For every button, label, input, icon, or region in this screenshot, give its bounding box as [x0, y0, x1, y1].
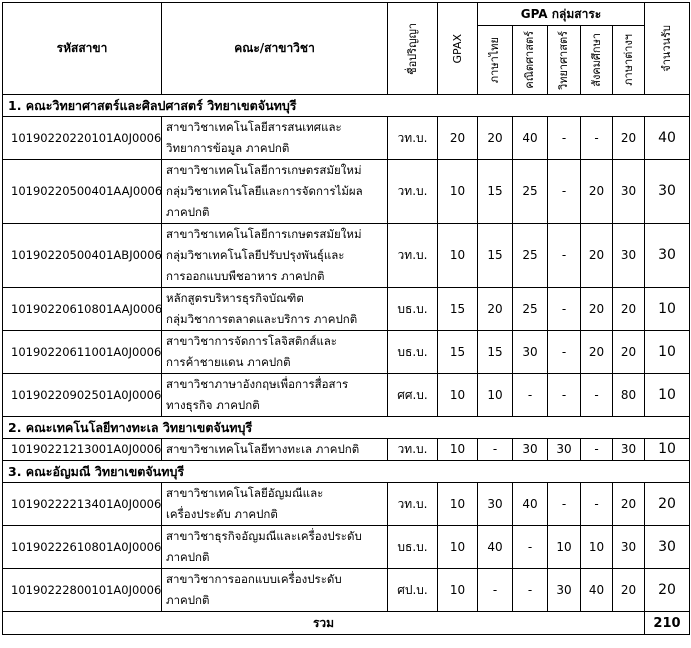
score-math: - [513, 374, 548, 417]
header-degree: ชื่อปริญญา [405, 22, 419, 75]
program-name-line: ภาคปกติ [166, 205, 210, 219]
header-degree-cell [388, 3, 438, 95]
table-row [3, 483, 690, 526]
degree: วท.บ. [388, 224, 438, 288]
score-foreign: 30 [613, 526, 645, 569]
score-gpax: 10 [438, 483, 478, 526]
score-math: 30 [513, 439, 548, 461]
score-thai: 30 [478, 483, 513, 526]
program-name-line: เครื่องประดับ ภาคปกติ [166, 507, 278, 521]
program-code: 10190222213401A0J0006 [3, 483, 162, 526]
score-science: - [548, 117, 581, 160]
score-gpax: 10 [438, 569, 478, 612]
score-social: 10 [581, 526, 613, 569]
score-foreign: 20 [613, 483, 645, 526]
table-row [3, 288, 690, 331]
score-science: - [548, 160, 581, 224]
score-social: - [581, 117, 613, 160]
quota: 30 [645, 224, 690, 288]
program-name-line: ภาคปกติ [166, 593, 210, 607]
header-gpa-group: GPA กลุ่มสาระ [478, 3, 645, 26]
table-row [3, 117, 690, 160]
score-math: 25 [513, 288, 548, 331]
program-name-line: กลุ่มวิชาเทคโนโลยีและการจัดการไม้ผล [166, 184, 363, 198]
header-faculty-program: คณะ/สาขาวิชา [162, 3, 388, 95]
degree: บธ.บ. [388, 331, 438, 374]
total-value: 210 [645, 612, 690, 635]
program-name [162, 224, 388, 288]
program-name-line: สาขาวิชาการออกแบบเครื่องประดับ [166, 572, 342, 586]
score-science: - [548, 288, 581, 331]
score-science: - [548, 331, 581, 374]
table-row [3, 439, 690, 461]
score-foreign: 30 [613, 224, 645, 288]
program-name [162, 526, 388, 569]
score-social: - [581, 483, 613, 526]
header-quota: จำนวนรับ [660, 25, 673, 72]
score-math: 30 [513, 331, 548, 374]
score-science: 10 [548, 526, 581, 569]
score-thai: 40 [478, 526, 513, 569]
program-code: 10190220611001A0J0006 [3, 331, 162, 374]
program-name-line: สาขาวิชาภาษาอังกฤษเพื่อการสื่อสาร [166, 377, 349, 391]
header-foreign-cell [613, 26, 645, 95]
header-science: วิทยาศาสตร์ [557, 30, 570, 90]
program-name [162, 331, 388, 374]
program-name-line: กลุ่มวิชาการตลาดและบริการ ภาคปกติ [166, 312, 358, 326]
program-code: 10190220902501A0J0006 [3, 374, 162, 417]
program-name-line: วิทยาการข้อมูล ภาคปกติ [166, 141, 290, 155]
program-name [162, 569, 388, 612]
score-thai: 15 [478, 160, 513, 224]
program-name-line: การค้าชายแดน ภาคปกติ [166, 355, 291, 369]
quota: 20 [645, 483, 690, 526]
program-name [162, 439, 388, 461]
degree: บธ.บ. [388, 526, 438, 569]
score-social: - [581, 374, 613, 417]
quota: 40 [645, 117, 690, 160]
program-name-line: การออกแบบพืชอาหาร ภาคปกติ [166, 269, 325, 283]
score-thai: - [478, 569, 513, 612]
quota: 10 [645, 331, 690, 374]
score-foreign: 80 [613, 374, 645, 417]
score-gpax: 20 [438, 117, 478, 160]
score-math: 40 [513, 117, 548, 160]
admission-table [2, 2, 690, 635]
score-science: 30 [548, 569, 581, 612]
quota: 20 [645, 569, 690, 612]
program-name-line: สาขาวิชาเทคโนโลยีการเกษตรสมัยใหม่ [166, 163, 362, 177]
program-name-line: สาขาวิชาเทคโนโลยีอัญมณีและ [166, 486, 324, 500]
score-thai: 15 [478, 331, 513, 374]
program-name-line: ทางธุรกิจ ภาคปกติ [166, 398, 260, 412]
degree: ศป.บ. [388, 569, 438, 612]
program-code: 10190221213001A0J0006 [3, 439, 162, 461]
program-name-line: ภาคปกติ [166, 550, 210, 564]
score-foreign: 20 [613, 288, 645, 331]
header-code: รหัสสาขา [3, 3, 162, 95]
program-name-line: สาขาวิชาเทคโนโลยีการเกษตรสมัยใหม่ [166, 227, 362, 241]
score-gpax: 10 [438, 160, 478, 224]
program-name-line: สาขาวิชาธุรกิจอัญมณีและเครื่องประดับ [166, 529, 362, 543]
program-name [162, 160, 388, 224]
table-row [3, 526, 690, 569]
quota: 30 [645, 526, 690, 569]
score-thai: - [478, 439, 513, 461]
score-social: - [581, 439, 613, 461]
header-math: คณิตศาสตร์ [523, 31, 536, 89]
score-math: 25 [513, 224, 548, 288]
score-foreign: 30 [613, 439, 645, 461]
degree: วท.บ. [388, 160, 438, 224]
quota: 10 [645, 374, 690, 417]
score-foreign: 20 [613, 569, 645, 612]
quota: 10 [645, 288, 690, 331]
score-thai: 20 [478, 117, 513, 160]
program-name-line: หลักสูตรบริหารธุรกิจบัณฑิต [166, 291, 304, 305]
section-title: 3. คณะอัญมณี วิทยาเขตจันทบุรี [3, 461, 690, 483]
score-gpax: 10 [438, 526, 478, 569]
score-thai: 15 [478, 224, 513, 288]
program-code: 10190220500401AAJ0006 [3, 160, 162, 224]
header-thai: ภาษาไทย [488, 36, 501, 84]
score-science: 30 [548, 439, 581, 461]
score-gpax: 15 [438, 331, 478, 374]
section-row [3, 461, 690, 483]
section-title: 2. คณะเทคโนโลยีทางทะเล วิทยาเขตจันทบุรี [3, 417, 690, 439]
program-name-line: สาขาวิชาเทคโนโลยีทางทะเล ภาคปกติ [166, 442, 360, 456]
score-math: 40 [513, 483, 548, 526]
program-name-line: สาขาวิชาการจัดการโลจิสติกส์และ [166, 334, 337, 348]
degree: วท.บ. [388, 483, 438, 526]
score-gpax: 15 [438, 288, 478, 331]
score-science: - [548, 483, 581, 526]
score-math: 25 [513, 160, 548, 224]
program-code: 10190222800101A0J0006 [3, 569, 162, 612]
header-foreign: ภาษาต่างฯ [621, 34, 635, 86]
table-row [3, 569, 690, 612]
score-gpax: 10 [438, 374, 478, 417]
section-row [3, 95, 690, 117]
header-gpax: GPAX [450, 33, 464, 64]
score-foreign: 20 [613, 331, 645, 374]
header-quota-cell [645, 3, 690, 95]
degree: บธ.บ. [388, 288, 438, 331]
header-social: สังคมศึกษา [589, 33, 603, 87]
score-social: 20 [581, 288, 613, 331]
quota: 10 [645, 439, 690, 461]
score-foreign: 30 [613, 160, 645, 224]
program-code: 10190220610801AAJ0006 [3, 288, 162, 331]
score-foreign: 20 [613, 117, 645, 160]
program-name [162, 374, 388, 417]
section-title: 1. คณะวิทยาศาสตร์และศิลปศาสตร์ วิทยาเขตจันทบุรี [3, 95, 690, 117]
program-code: 10190220220101A0J0006 [3, 117, 162, 160]
table-body [3, 95, 690, 612]
program-name [162, 288, 388, 331]
header-social-cell [581, 26, 613, 95]
total-label: รวม [3, 612, 645, 635]
score-science: - [548, 224, 581, 288]
table-row [3, 160, 690, 224]
header-thai-cell [478, 26, 513, 95]
header-row-top [3, 3, 690, 26]
quota: 30 [645, 160, 690, 224]
degree: วท.บ. [388, 117, 438, 160]
program-name [162, 483, 388, 526]
program-name-line: สาขาวิชาเทคโนโลยีสารสนเทศและ [166, 120, 342, 134]
score-gpax: 10 [438, 439, 478, 461]
program-code: 10190220500401ABJ0006 [3, 224, 162, 288]
score-social: 20 [581, 160, 613, 224]
degree: ศศ.บ. [388, 374, 438, 417]
score-social: 20 [581, 331, 613, 374]
header-science-cell [548, 26, 581, 95]
table-row [3, 374, 690, 417]
header-gpax-cell [438, 3, 478, 95]
program-name [162, 117, 388, 160]
header-math-cell [513, 26, 548, 95]
total-row [3, 612, 690, 635]
score-gpax: 10 [438, 224, 478, 288]
degree: วท.บ. [388, 439, 438, 461]
score-thai: 20 [478, 288, 513, 331]
score-social: 40 [581, 569, 613, 612]
program-name-line: กลุ่มวิชาเทคโนโลยีปรับปรุงพันธุ์และ [166, 248, 345, 262]
score-math: - [513, 526, 548, 569]
table-row [3, 331, 690, 374]
score-social: 20 [581, 224, 613, 288]
program-code: 10190222610801A0J0006 [3, 526, 162, 569]
table-row [3, 224, 690, 288]
score-math: - [513, 569, 548, 612]
score-science: - [548, 374, 581, 417]
score-thai: 10 [478, 374, 513, 417]
section-row [3, 417, 690, 439]
